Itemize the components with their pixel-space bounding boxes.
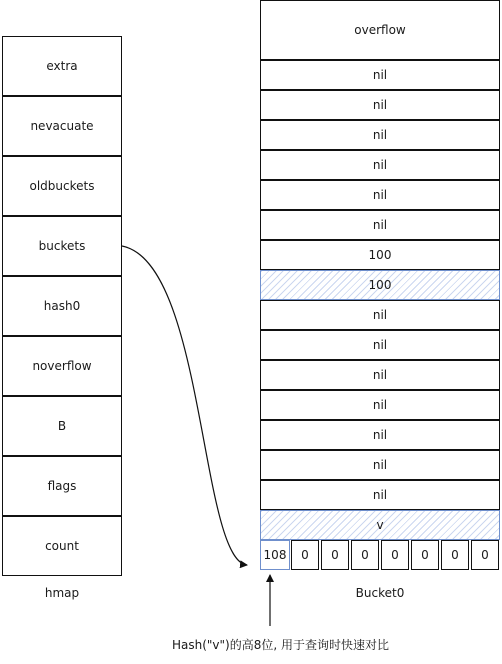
tophash-cell: 0 <box>471 540 499 570</box>
bucket-key-slot-highlighted: 100 <box>260 270 500 300</box>
bucket-key-slot: 100 <box>260 240 500 270</box>
bucket-key-slot: nil <box>260 210 500 240</box>
hmap-field-count: count <box>2 516 122 576</box>
hmap-field-buckets: buckets <box>2 216 122 276</box>
bucket-key-slot: nil <box>260 150 500 180</box>
hmap-field-B: B <box>2 396 122 456</box>
bucket-value-slot: v <box>260 510 500 540</box>
bucket-key-slot: nil <box>260 90 500 120</box>
bucket-key-slot: nil <box>260 450 500 480</box>
bucket-key-slot: nil <box>260 60 500 90</box>
hmap-field-flags: flags <box>2 456 122 516</box>
bucket-key-slot: nil <box>260 180 500 210</box>
bucket-key-slot: nil <box>260 360 500 390</box>
tophash-cell: 0 <box>411 540 439 570</box>
tophash-annotation: Hash("v")的高8位, 用于查询时快速对比 <box>172 638 390 652</box>
hmap-label: hmap <box>44 586 80 600</box>
hmap-field-extra: extra <box>2 36 122 96</box>
hmap-field-oldbuckets: oldbuckets <box>2 156 122 216</box>
bucket-key-slot: nil <box>260 390 500 420</box>
bucket-key-slot: nil <box>260 120 500 150</box>
bucket-key-slot: nil <box>260 330 500 360</box>
hmap-field-hash0: hash0 <box>2 276 122 336</box>
tophash-cell: 108 <box>260 540 290 570</box>
hmap-field-nevacuate: nevacuate <box>2 96 122 156</box>
tophash-cell: 0 <box>381 540 409 570</box>
hmap-field-noverflow: noverflow <box>2 336 122 396</box>
tophash-cell: 0 <box>351 540 379 570</box>
bucket-label: Bucket0 <box>355 586 405 600</box>
bucket-key-slot: nil <box>260 300 500 330</box>
bucket-overflow: overflow <box>260 0 500 60</box>
tophash-cell: 0 <box>441 540 469 570</box>
tophash-cell: 0 <box>321 540 349 570</box>
bucket-key-slot: nil <box>260 480 500 510</box>
buckets-pointer-arrow <box>122 246 247 565</box>
tophash-cell: 0 <box>291 540 319 570</box>
bucket-key-slot: nil <box>260 420 500 450</box>
